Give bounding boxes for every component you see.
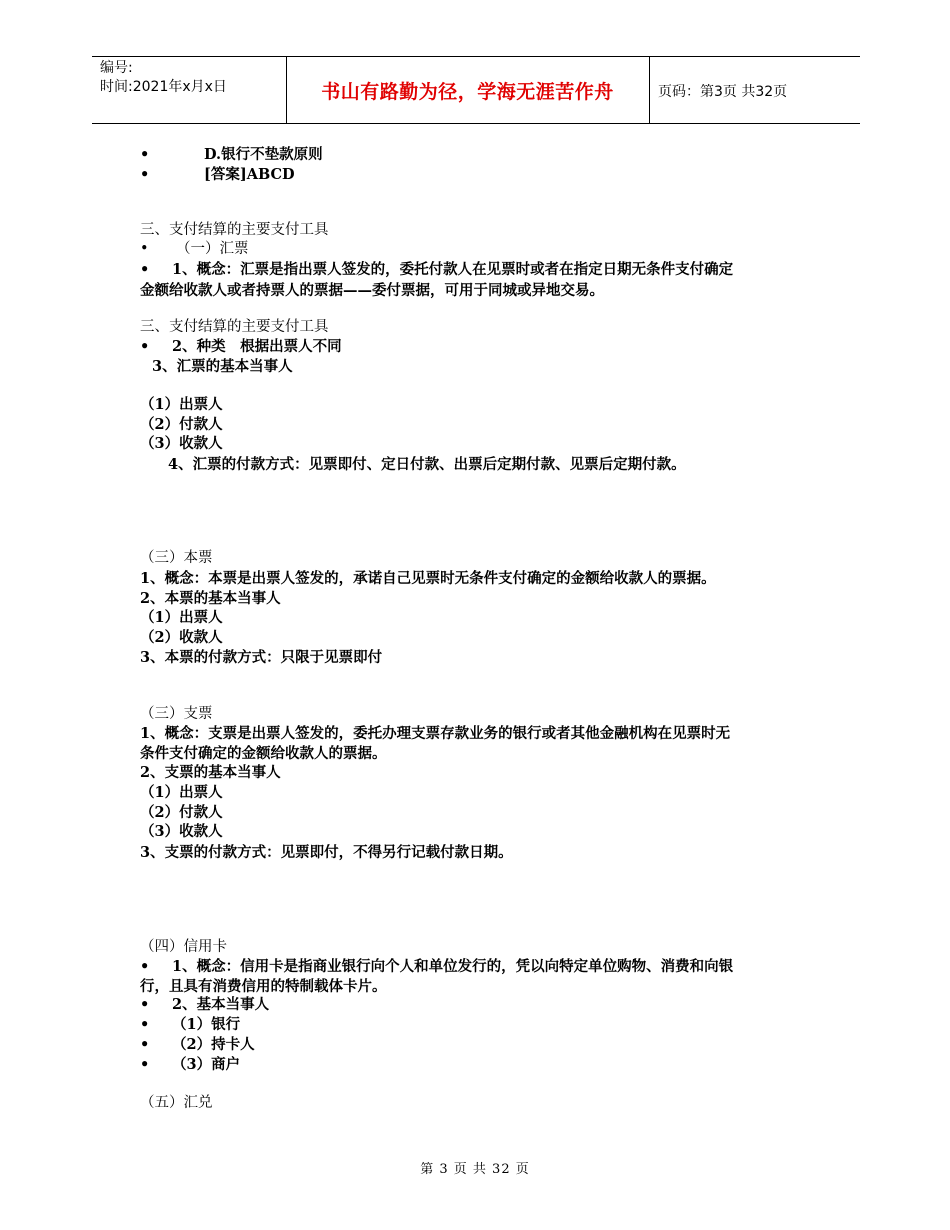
document-time-label: 时间:2021年x月x日: [100, 79, 227, 95]
text-line: [140, 1055, 240, 1074]
line-text: 4、汇票的付款方式：见票即付、定日付款、出票后定期付款、见票后定期付款。: [168, 456, 686, 473]
bullet-icon: •: [140, 1056, 150, 1073]
bullet-icon: •: [140, 958, 150, 975]
header-motto: 书山有路勤为径，学海无涯苦作舟: [321, 81, 614, 103]
text-line: [140, 763, 281, 782]
text-line: [140, 549, 213, 568]
line-text: （三）本票: [140, 550, 213, 566]
text-line: [140, 260, 733, 279]
line-text: （1）出票人: [140, 396, 223, 413]
text-line: [140, 569, 716, 588]
line-text: 1、概念：汇票是指出票人签发的，委托付款人在见票时或者在指定日期无条件支付确定: [172, 261, 734, 278]
line-text: 条件支付确定的金额给收款人的票据。: [140, 745, 387, 762]
text-line: [140, 938, 227, 957]
text-line: [140, 415, 223, 434]
text-line: [140, 240, 249, 259]
text-line: [140, 221, 329, 240]
text-line: [140, 705, 213, 724]
text-line: [140, 434, 223, 453]
line-text: （2）付款人: [140, 804, 223, 821]
text-line: [140, 1015, 240, 1034]
text-line: [140, 281, 604, 300]
line-text: 金额给收款人或者持票人的票据——委付票据，可用于同城或异地交易。: [140, 282, 604, 299]
line-text: （3）收款人: [140, 435, 223, 452]
line-text: 2、基本当事人: [172, 996, 270, 1013]
bullet-icon: •: [140, 241, 149, 257]
bullet-icon: •: [140, 146, 150, 163]
line-text: （1）银行: [172, 1016, 241, 1033]
text-line: [140, 165, 295, 184]
text-line: [140, 357, 293, 376]
document-number-label: 编号:: [100, 60, 133, 76]
line-text: （1）出票人: [140, 609, 223, 626]
header-divider-right: [649, 57, 650, 123]
text-line: [140, 318, 329, 337]
line-text: （3）商户: [172, 1056, 241, 1073]
line-text: 3、支票的付款方式：见票即付，不得另行记载付款日期。: [140, 844, 513, 861]
text-line: [140, 803, 223, 822]
bullet-icon: •: [140, 166, 150, 183]
text-line: [140, 744, 387, 763]
line-text: 三、支付结算的主要支付工具: [140, 222, 329, 238]
page-footer: 第 3 页 共 32 页: [420, 1162, 530, 1177]
bullet-icon: •: [140, 996, 150, 1013]
line-text: 1、概念：信用卡是指商业银行向个人和单位发行的，凭以向特定单位购物、消费和向银: [172, 958, 734, 975]
text-line: [140, 843, 513, 862]
line-text: （1）出票人: [140, 784, 223, 801]
text-line: [140, 455, 686, 474]
text-line: [140, 783, 223, 802]
header-page-info: 页码：第3页 共32页: [658, 84, 788, 100]
line-text: 2、支票的基本当事人: [140, 764, 281, 781]
line-text: （三）支票: [140, 706, 213, 722]
bullet-icon: •: [140, 338, 150, 355]
text-line: [140, 977, 387, 996]
page-header: [92, 56, 860, 124]
line-text: （2）持卡人: [172, 1036, 255, 1053]
line-text: （2）收款人: [140, 629, 223, 646]
text-line: [140, 628, 223, 647]
text-line: [140, 957, 733, 976]
line-text: （四）信用卡: [140, 939, 227, 955]
text-line: [140, 648, 382, 667]
bullet-icon: •: [140, 1036, 150, 1053]
text-line: [140, 337, 342, 356]
text-line: [140, 724, 730, 743]
text-line: [140, 145, 323, 164]
line-text: D.银行不垫款原则: [204, 146, 323, 163]
line-text: （2）付款人: [140, 416, 223, 433]
bullet-icon: •: [140, 1016, 150, 1033]
line-text: 三、支付结算的主要支付工具: [140, 319, 329, 335]
line-text: 3、汇票的基本当事人: [152, 358, 293, 375]
line-text: （五）汇兑: [140, 1095, 213, 1111]
line-text: [答案]ABCD: [204, 166, 295, 183]
line-text: 2、种类 根据出票人不同: [172, 338, 342, 355]
line-text: （一）汇票: [176, 241, 249, 257]
line-text: 1、概念：本票是出票人签发的，承诺自己见票时无条件支付确定的金额给收款人的票据。: [140, 570, 716, 587]
text-line: [140, 608, 223, 627]
line-text: 2、本票的基本当事人: [140, 590, 281, 607]
text-line: [140, 1094, 213, 1113]
text-line: [140, 395, 223, 414]
text-line: [140, 995, 269, 1014]
header-meta: [100, 59, 227, 97]
text-line: [140, 822, 223, 841]
line-text: （3）收款人: [140, 823, 223, 840]
text-line: [140, 1035, 255, 1054]
bullet-icon: •: [140, 261, 150, 278]
line-text: 行，且具有消费信用的特制载体卡片。: [140, 978, 387, 995]
text-line: [140, 589, 281, 608]
line-text: 3、本票的付款方式：只限于见票即付: [140, 649, 383, 666]
line-text: 1、概念：支票是出票人签发的，委托办理支票存款业务的银行或者其他金融机构在见票时无: [140, 725, 731, 742]
